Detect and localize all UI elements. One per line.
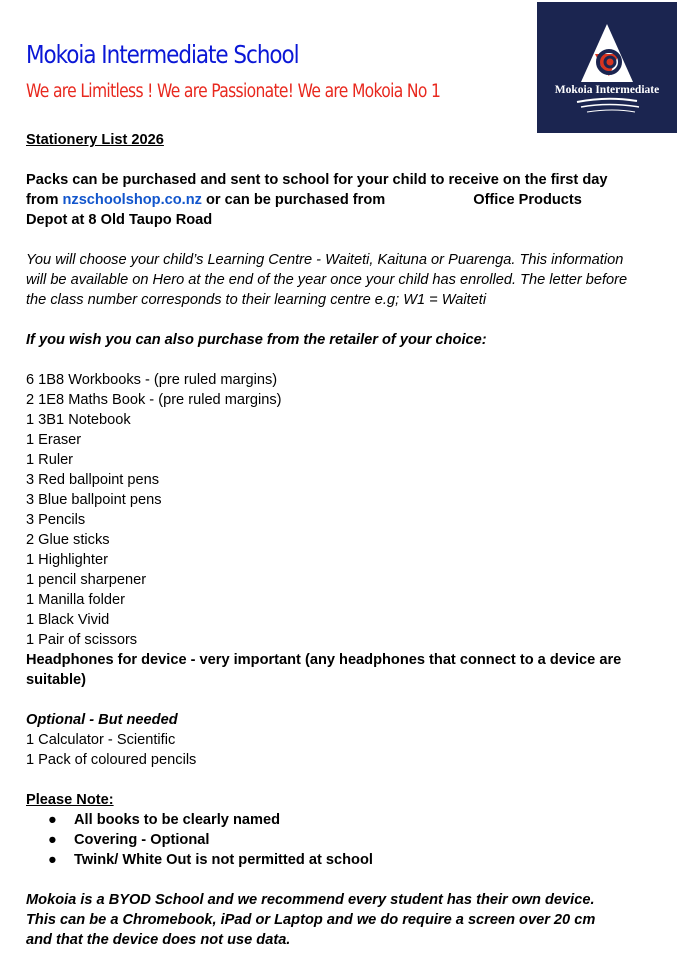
headphones-note: Headphones for device - very important (any headphones that connect to a device are suitable) (26, 652, 622, 688)
store-address: Depot at 8 Old Taupo Road (26, 212, 213, 228)
please-note-heading: Please Note: (26, 792, 114, 808)
list-item: 1 Black Vivid (26, 612, 110, 628)
bullet-icon: ● (48, 812, 57, 828)
optional-section (26, 710, 196, 770)
list-item: 6 1B8 Workbooks - (pre ruled margins) (26, 372, 278, 388)
stationery-items (26, 370, 636, 690)
store-name: Office Products (473, 192, 582, 208)
list-item: 2 1E8 Maths Book - (pre ruled margins) (26, 392, 282, 408)
purchase-text: Packs can be purchased and sent to school for your child to receive on the first day from (26, 172, 608, 208)
list-item: 3 Blue ballpoint pens (26, 492, 162, 508)
school-title: Mokoia Intermediate School (26, 40, 299, 69)
list-item: 1 Highlighter (26, 552, 108, 568)
note-item (26, 830, 373, 850)
list-item: 3 Pencils (26, 512, 86, 528)
note-text: Covering - Optional (74, 832, 210, 848)
optional-heading: Optional - But needed (26, 712, 178, 728)
retailer-note: If you wish you can also purchase from the retailer of your choice: (26, 332, 487, 348)
purchase-info (26, 170, 626, 230)
note-item (26, 850, 373, 870)
list-item: 1 Pair of scissors (26, 632, 138, 648)
list-item: 2 Glue sticks (26, 532, 110, 548)
school-logo (537, 2, 677, 133)
note-text: Twink/ White Out is not permitted at school (74, 852, 373, 868)
list-item: 3 Red ballpoint pens (26, 472, 160, 488)
list-item: 1 Calculator - Scientific (26, 732, 176, 748)
nzschoolshop-link[interactable]: nzschoolshop.co.nz (62, 192, 202, 208)
school-logo-icon (537, 2, 677, 133)
school-tagline: We are Limitless ! We are Passionate! We are Mokoia No 1 (26, 81, 441, 102)
note-item (26, 810, 373, 830)
logo-text: Mokoia Intermediate (554, 84, 660, 96)
list-item: 1 3B1 Notebook (26, 412, 131, 428)
note-text: All books to be clearly named (74, 812, 280, 828)
list-item: 1 Eraser (26, 432, 82, 448)
stationery-heading: Stationery List 2026 (26, 132, 164, 148)
bullet-icon: ● (48, 832, 57, 848)
learning-centre-info: You will choose your child’s Learning Centre - Waiteti, Kaituna or Puarenga. This information will be available on Hero at the end of the year once your child has enrolled. The letter before the class number corresponds to their learning centre e.g; W1 = Waiteti (26, 252, 628, 308)
byod-note: Mokoia is a BYOD School and we recommend every student has their own device. This can be a Chromebook, iPad or Laptop and we do require a screen over 20 cm and that the device does not use data. (26, 892, 596, 948)
purchase-text-cont: or can be purchased from (201, 192, 386, 208)
bullet-icon: ● (48, 852, 57, 868)
list-item: 1 Manilla folder (26, 592, 125, 608)
list-item: 1 Pack of coloured pencils (26, 752, 197, 768)
list-item: 1 pencil sharpener (26, 572, 147, 588)
list-item: 1 Ruler (26, 452, 74, 468)
please-note-section (26, 790, 373, 870)
